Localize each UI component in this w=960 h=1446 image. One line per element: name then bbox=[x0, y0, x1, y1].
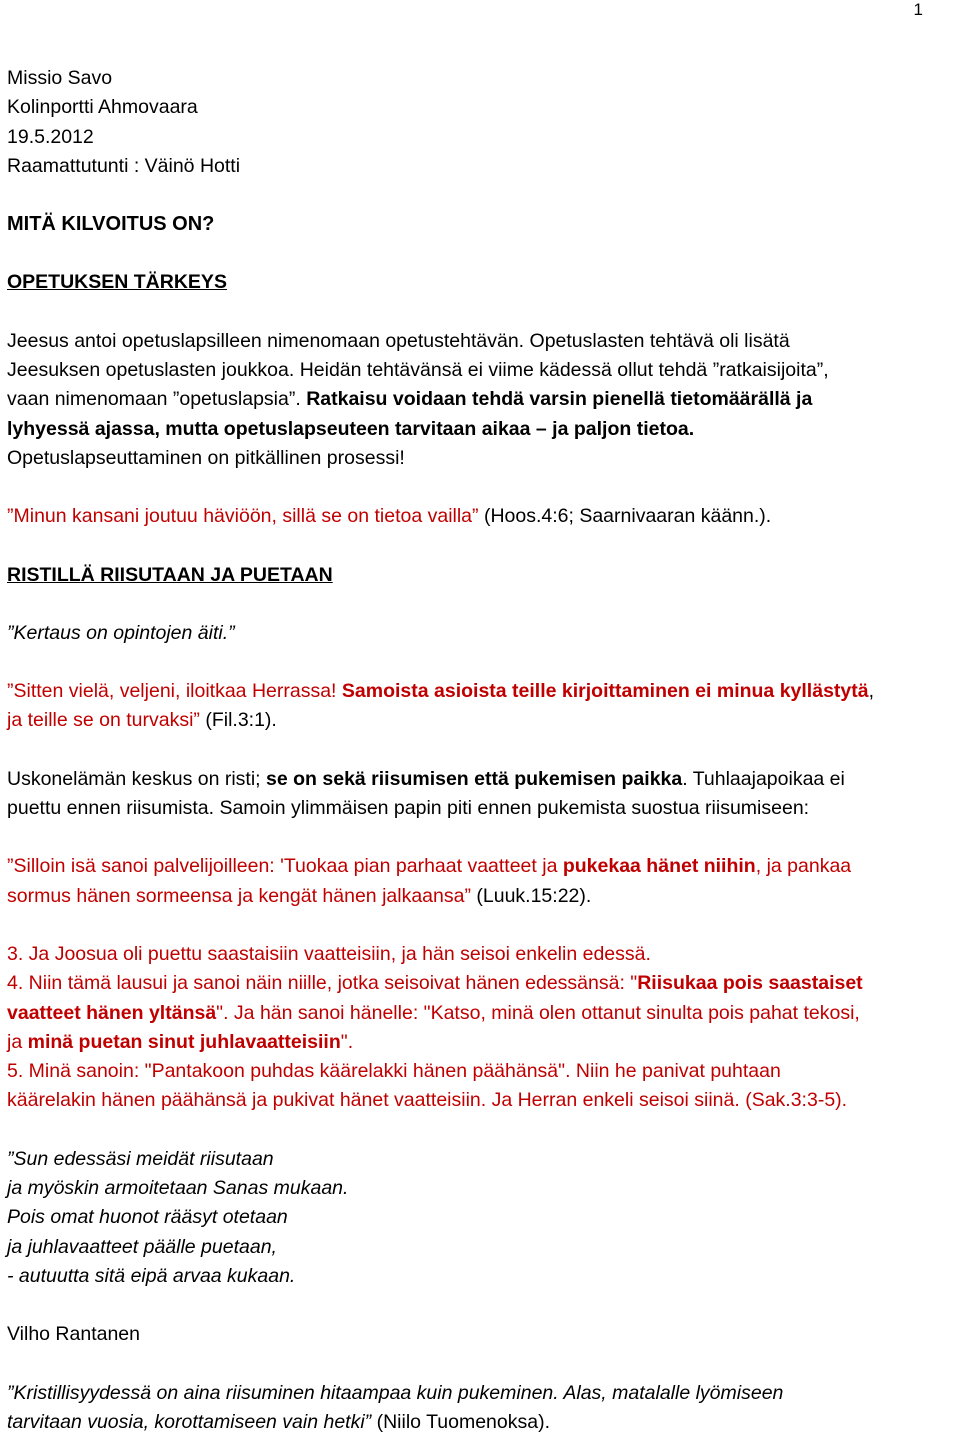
scripture-quote bbox=[7, 677, 957, 706]
header-line: Missio Savo bbox=[7, 67, 113, 89]
verse-4-cont bbox=[7, 999, 957, 1028]
poem-line: ja myöskin armoitetaan Sanas mukaan. bbox=[7, 1177, 349, 1200]
verse-3: 3. Ja Joosua oli puettu saastaisiin vaatteisiin, ja hän seisoi enkelin edessä. bbox=[7, 942, 651, 965]
header-line: 19.5.2012 bbox=[7, 125, 94, 148]
scripture-quote bbox=[7, 882, 957, 911]
text-span: ja bbox=[7, 1030, 28, 1053]
quote-text: ”Minun kansani joutuu häviöön, sillä se on tietoa vailla” bbox=[7, 505, 479, 528]
section-heading-risti: RISTILLÄ RIISUTAAN JA PUETAAN bbox=[7, 563, 333, 586]
italic-quote: ”Kertaus on opintojen äiti.” bbox=[7, 621, 235, 644]
verse-5: 5. Minä sanoin: "Pantakoon puhdas käärelakki hänen päähänsä". Niin he panivat puhtaan bbox=[7, 1060, 781, 1083]
text-span: ". bbox=[340, 1030, 354, 1053]
quote-reference: (Hoos.4:6; Saarnivaaran käänn.). bbox=[478, 505, 772, 528]
text-span: ". Ja hän sanoi hänelle: "Katso, minä olen ottanut sinulta pois pahat tekosi, bbox=[216, 1001, 860, 1024]
quote-text: ”Silloin isä sanoi palvelijoilleen: 'Tuokaa pian parhaat vaatteet ja bbox=[7, 855, 563, 878]
text-span: 4. Niin tämä lausui ja sanoi näin niille, jotka seisoivat hänen edessänsä: " bbox=[7, 972, 638, 995]
poem-line: Pois omat huonot rääsyt otetaan bbox=[7, 1206, 288, 1229]
text-span: vaan nimenomaan ”opetuslapsia”. bbox=[7, 388, 307, 411]
paragraph-line: Opetuslapseuttaminen on pitkällinen prosessi! bbox=[7, 446, 405, 469]
section-heading-opetus: OPETUKSEN TÄRKEYS bbox=[7, 271, 227, 294]
poem-author: Vilho Rantanen bbox=[7, 1323, 140, 1346]
quote-reference: (Niilo Tuomenoksa). bbox=[371, 1410, 551, 1433]
scripture-quote bbox=[7, 706, 957, 735]
header-line: Raamattutunti : Väinö Hotti bbox=[7, 154, 241, 177]
poem-line: ja juhlavaatteet päälle puetaan, bbox=[7, 1235, 277, 1258]
bold-span: vaatteet hänen yltänsä bbox=[7, 1001, 217, 1024]
paragraph-line bbox=[7, 765, 957, 794]
final-quote: ”Kristillisyydessä on aina riisuminen hitaampaa kuin pukeminen. Alas, matalalle lyömiseen bbox=[7, 1381, 784, 1404]
text-span: Uskonelämän keskus on risti; bbox=[7, 767, 267, 790]
paragraph-line: Jeesuksen opetuslasten joukkoa. Heidän tehtävänsä ei viime kädessä ollut tehdä ”ratkaisijoita”, bbox=[7, 359, 829, 382]
scripture-quote bbox=[7, 502, 957, 531]
quote-text: , ja pankaa bbox=[755, 855, 852, 878]
final-quote bbox=[7, 1408, 957, 1437]
verse-4-cont bbox=[7, 1028, 957, 1057]
quote-reference: (Fil.3:1). bbox=[199, 709, 277, 732]
quote-bold: Samoista asioista teille kirjoittaminen ei minua kyllästytä bbox=[341, 680, 869, 703]
bold-span: minä puetan sinut juhlavaatteisiin bbox=[27, 1030, 341, 1053]
scripture-quote bbox=[7, 852, 957, 881]
document-body bbox=[7, 64, 957, 1437]
text-span: . Tuhlaajapoikaa ei bbox=[682, 767, 845, 790]
bold-span: Ratkaisu voidaan tehdä varsin pienellä tietomäärällä ja bbox=[306, 388, 813, 411]
header-line: Kolinportti Ahmovaara bbox=[7, 96, 198, 119]
quote-reference: (Luuk.15:22). bbox=[470, 884, 592, 907]
document-title: MITÄ KILVOITUS ON? bbox=[7, 213, 215, 236]
verse-5-cont: käärelakin hänen päähänsä ja pukivat hänet vaatteisiin. Ja Herran enkeli seisoi siinä. (Sak.3:3-5). bbox=[7, 1089, 848, 1112]
paragraph-line: Jeesus antoi opetuslapsilleen nimenomaan opetustehtävän. Opetuslasten tehtävä oli lisätä bbox=[7, 329, 790, 352]
text-span: , bbox=[868, 680, 875, 703]
italic-span: tarvitaan vuosia, korottamiseen vain hetki” bbox=[7, 1410, 372, 1433]
quote-text: sormus hänen sormeensa ja kengät hänen jalkaansa” bbox=[7, 884, 471, 907]
poem-line: - autuutta sitä eipä arvaa kukaan. bbox=[7, 1264, 296, 1287]
bold-span: se on sekä riisumisen että pukemisen paikka bbox=[266, 767, 683, 790]
page-number: 1 bbox=[913, 0, 923, 19]
bold-span: Riisukaa pois saastaiset bbox=[637, 972, 863, 995]
poem-line: ”Sun edessäsi meidät riisutaan bbox=[7, 1147, 274, 1170]
paragraph-line: puettu ennen riisumista. Samoin ylimmäisen papin piti ennen pukemista suostua riisumiseen: bbox=[7, 797, 810, 820]
verse-4 bbox=[7, 969, 957, 998]
quote-text: ja teille se on turvaksi” bbox=[7, 709, 200, 732]
paragraph-line: lyhyessä ajassa, mutta opetuslapseuteen tarvitaan aikaa – ja paljon tietoa. bbox=[7, 417, 695, 440]
quote-bold: pukekaa hänet niihin bbox=[562, 855, 756, 878]
paragraph-line bbox=[7, 385, 957, 414]
quote-text: ”Sitten vielä, veljeni, iloitkaa Herrassa! bbox=[7, 680, 342, 703]
